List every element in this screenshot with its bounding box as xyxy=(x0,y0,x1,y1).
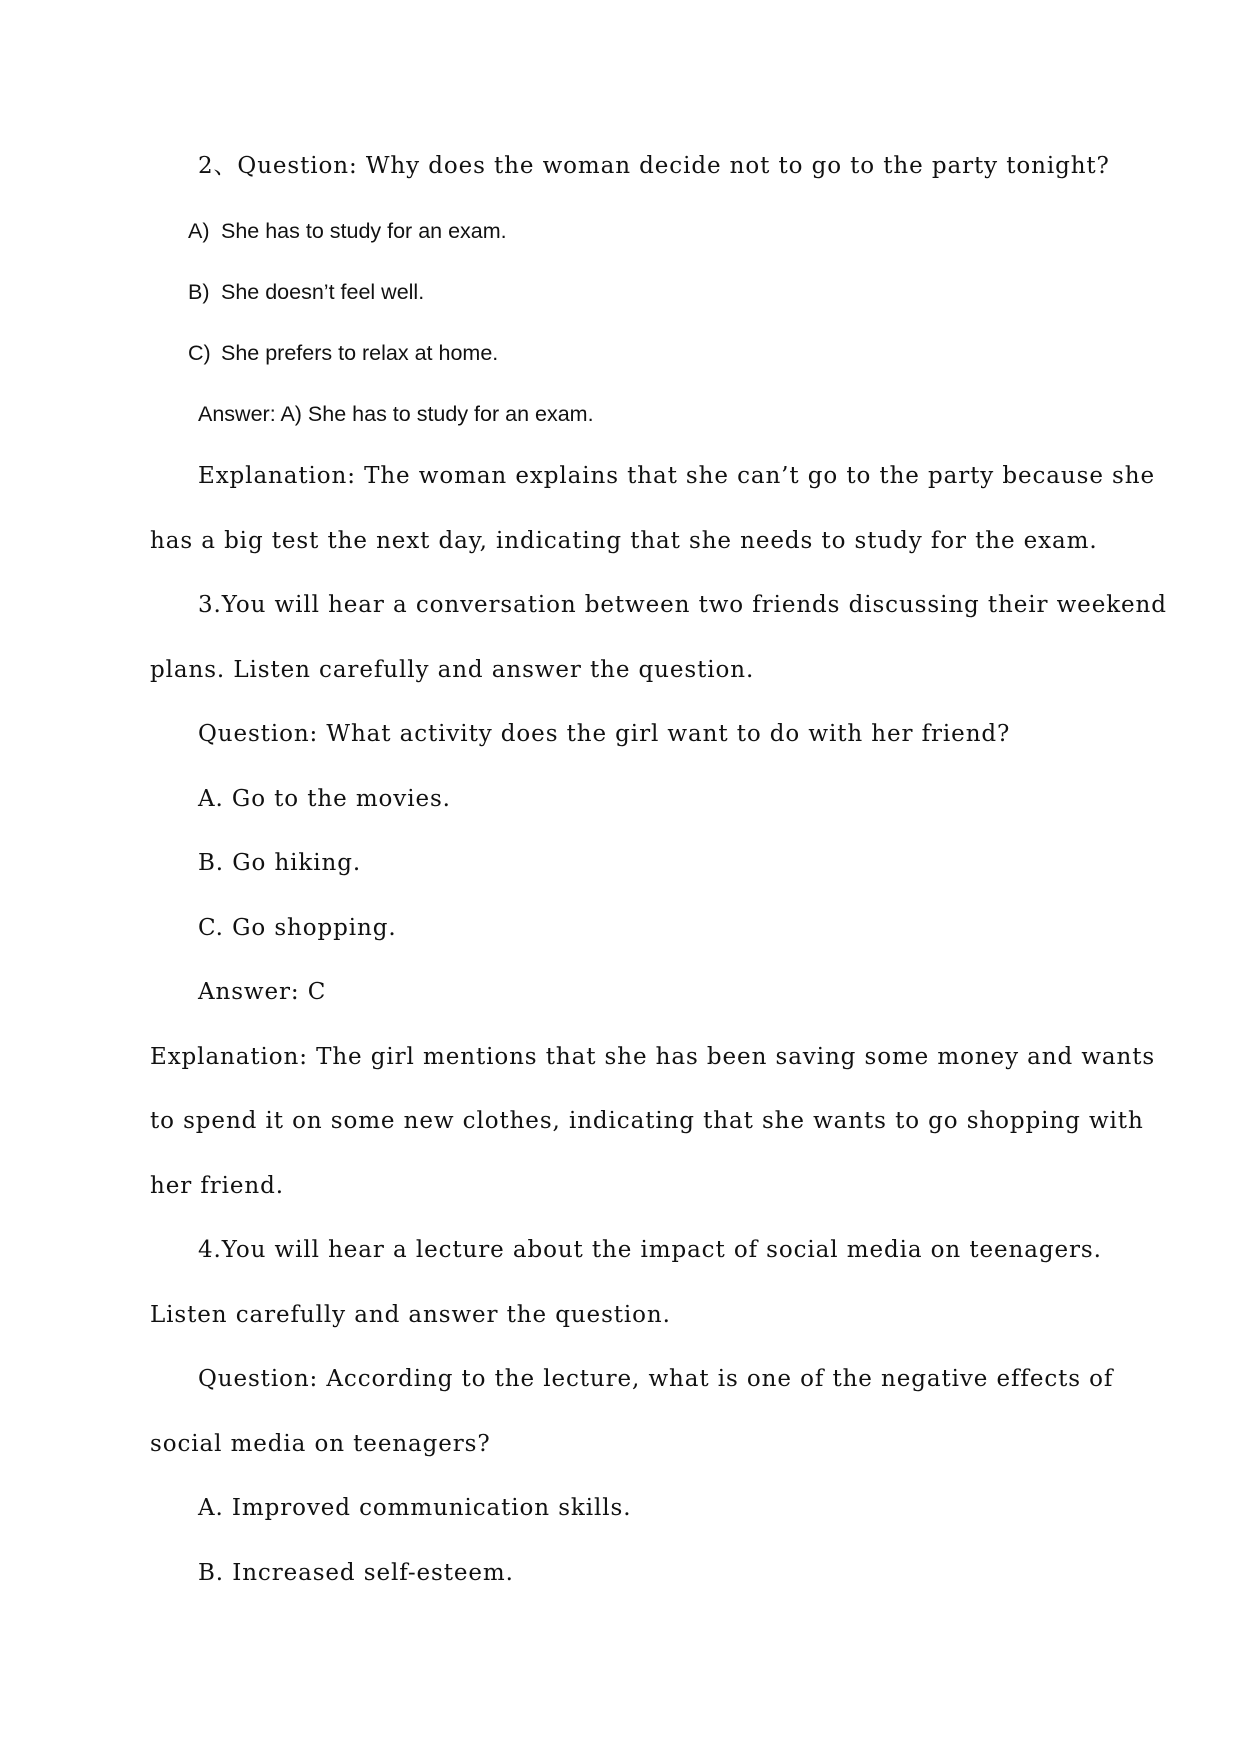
question-3-explanation-line-1: Explanation: The girl mentions that she has been saving some money and wants xyxy=(150,1044,1156,1070)
question-4-intro-line-1: 4.You will hear a lecture about the impact of social media on teenagers. xyxy=(198,1237,1102,1263)
question-2-explanation-line-2: has a big test the next day, indicating that she needs to study for the exam. xyxy=(150,528,1098,554)
question-3-answer: Answer: C xyxy=(198,979,327,1005)
option-text: She prefers to relax at home. xyxy=(221,341,499,365)
question-4-option-a: A. Improved communication skills. xyxy=(198,1495,632,1521)
question-4-stem-line-1: Question: According to the lecture, what is one of the negative effects of xyxy=(198,1366,1114,1392)
question-4-stem-line-2: social media on teenagers? xyxy=(150,1431,491,1457)
question-3-explanation-line-3: her friend. xyxy=(150,1173,284,1199)
question-3-explanation-line-2: to spend it on some new clothes, indicating that she wants to go shopping with xyxy=(150,1108,1144,1134)
question-4-intro-line-2: Listen carefully and answer the question. xyxy=(150,1302,671,1328)
option-label: B) xyxy=(188,280,210,304)
question-4-option-b: B. Increased self-esteem. xyxy=(198,1560,514,1586)
question-2-option-b xyxy=(188,277,424,307)
question-2-stem: 2、Question: Why does the woman decide not to go to the party tonight? xyxy=(198,153,1110,179)
option-label: C) xyxy=(188,341,211,365)
question-2-option-a xyxy=(188,216,507,246)
option-label: A) xyxy=(188,219,210,243)
question-2-option-c xyxy=(188,338,498,368)
question-2-explanation-line-1: Explanation: The woman explains that she can’t go to the party because she xyxy=(198,463,1155,489)
question-3-option-c: C. Go shopping. xyxy=(198,915,397,941)
question-3-option-a: A. Go to the movies. xyxy=(198,786,451,812)
option-text: She doesn’t feel well. xyxy=(221,280,425,304)
question-3-intro-line-1: 3.You will hear a conversation between two friends discussing their weekend xyxy=(198,592,1167,618)
question-3-stem: Question: What activity does the girl want to do with her friend? xyxy=(198,721,1011,747)
question-3-intro-line-2: plans. Listen carefully and answer the question. xyxy=(150,657,755,683)
question-2-answer: Answer: A) She has to study for an exam. xyxy=(198,402,594,426)
option-text: She has to study for an exam. xyxy=(221,219,507,243)
question-3-option-b: B. Go hiking. xyxy=(198,850,362,876)
